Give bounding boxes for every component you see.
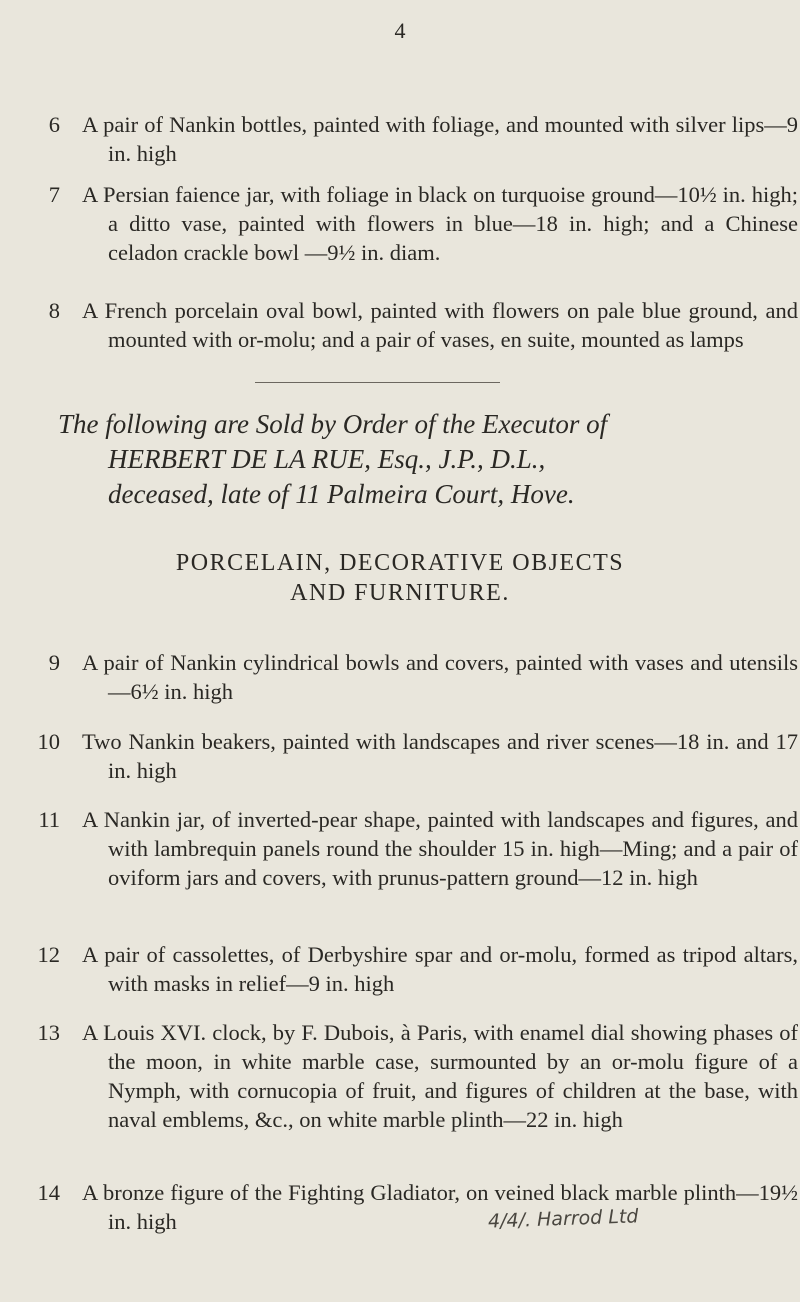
lot-number: 10 — [37, 729, 60, 754]
lot-description: A bronze figure of the Fighting Gladiator, on veined black marble plinth—19½ in. high — [82, 1180, 798, 1234]
lot-description: A Nankin jar, of inverted-pear shape, painted with landscapes and figures, and with lambrequin panels round the shoulder 15 in. high—Ming; and a pair of oviform jars and covers, with prunus-pattern ground—12 in. high — [82, 807, 798, 890]
heading-line: The following are Sold by Order of the Executor of — [58, 409, 608, 439]
lot-description: A Louis XVI. clock, by F. Dubois, à Paris, with enamel dial showing phases of the moon, in white marble case, surmounted by an or-molu figure of a Nymph, with cornucopia of fruit, and figures of children at the base, with naval emblems, &c., on white marble plinth—22 in. high — [82, 1020, 798, 1132]
lot-number: 9 — [48, 650, 60, 675]
lot-number: 12 — [37, 942, 60, 967]
heading-line: deceased, late of 11 Palmeira Court, Hove. — [108, 479, 575, 509]
lot-number: 13 — [37, 1020, 60, 1045]
lot-number: 6 — [48, 112, 60, 137]
lot-description: A pair of cassolettes, of Derbyshire spar and or-molu, formed as tripod altars, with masks in relief—9 in. high — [82, 942, 798, 996]
lot-number: 7 — [48, 182, 60, 207]
lot-number: 14 — [37, 1180, 60, 1205]
section-title-line: PORCELAIN, DECORATIVE OBJECTS — [175, 550, 625, 576]
lot-description: A pair of Nankin cylindrical bowls and covers, painted with vases and utensils—6½ in. high — [82, 650, 798, 704]
handwritten-note: 4/4/. Harrod Ltd — [487, 1205, 639, 1233]
section-title — [0, 548, 800, 608]
heading-line: HERBERT DE LA RUE, Esq., J.P., D.L., — [108, 444, 546, 474]
lot-description: A Persian faience jar, with foliage in black on turquoise ground—10½ in. high; a ditto vase, painted with flowers in blue—18 in. high; and a Chinese celadon crackle bowl —9½ in. diam. — [82, 182, 798, 265]
lot-number: 8 — [48, 298, 60, 323]
lot-description: Two Nankin beakers, painted with landscapes and river scenes—18 in. and 17 in. high — [82, 729, 798, 783]
lot-number: 11 — [38, 807, 60, 832]
page-number: 4 — [394, 18, 406, 43]
lot-description: A French porcelain oval bowl, painted with flowers on pale blue ground, and mounted with or-molu; and a pair of vases, en suite, mounted as lamps — [82, 298, 798, 352]
lot-description: A pair of Nankin bottles, painted with foliage, and mounted with silver lips—9 in. high — [82, 112, 798, 166]
divider — [255, 382, 500, 383]
section-title-line: AND FURNITURE. — [290, 580, 510, 606]
